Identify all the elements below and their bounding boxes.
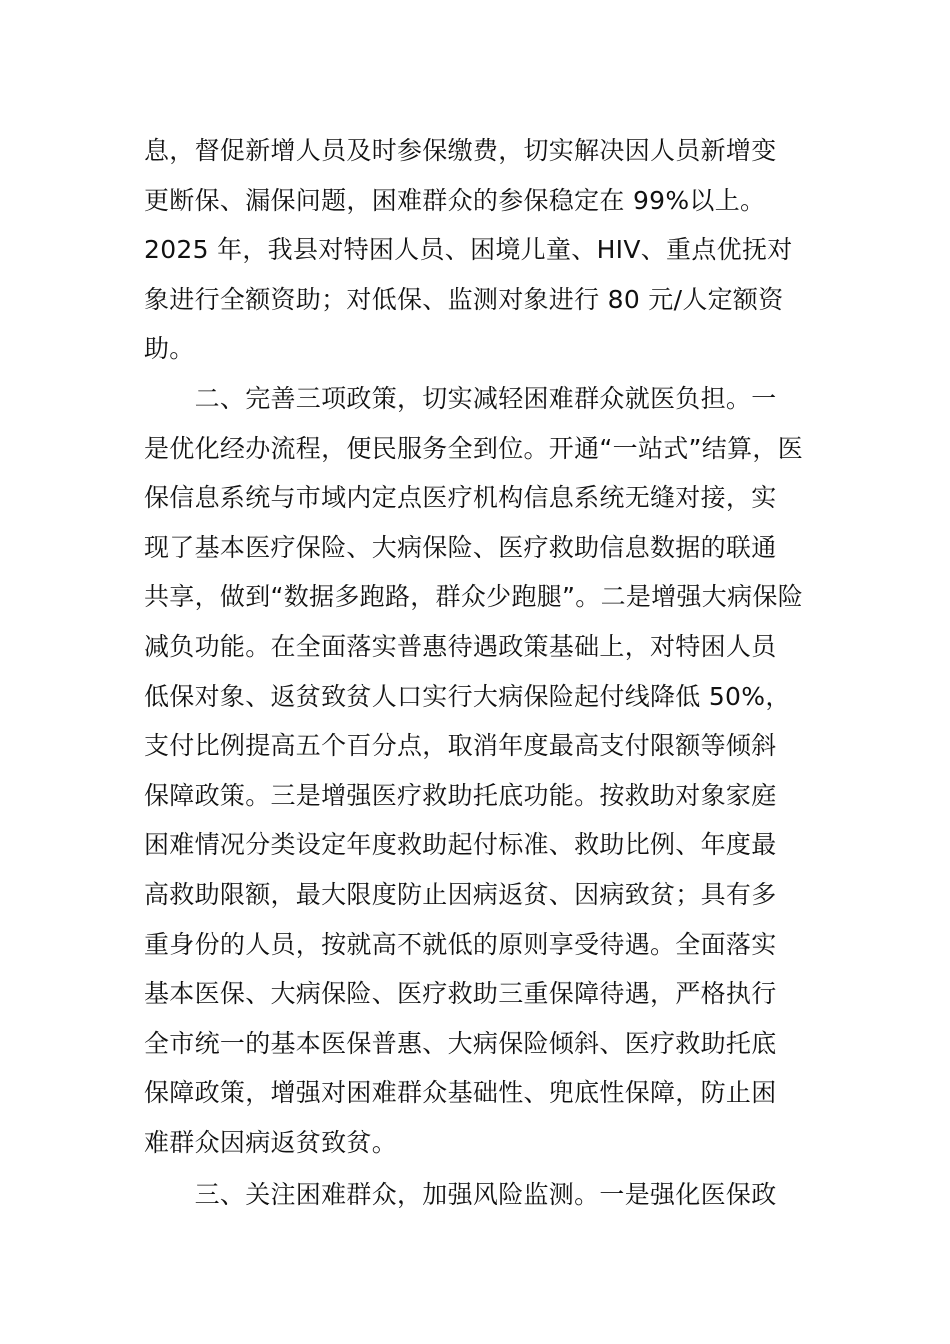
text-line: 象进行全额资助；对低保、监测对象进行 80 元/人定额资 xyxy=(144,284,784,314)
text-line: 保障政策，增强对困难群众基础性、兜底性保障，防止困 xyxy=(144,1078,777,1108)
text-line: 重身份的人员，按就高不就低的原则享受待遇。全面落实 xyxy=(144,929,777,959)
text-line: 二、完善三项政策，切实减轻困难群众就医负担。一 xyxy=(144,384,777,413)
text-line: 难群众因病返贫致贫。 xyxy=(144,1127,398,1157)
text-line: 助。 xyxy=(144,334,195,364)
paragraph-3 xyxy=(144,1170,824,1220)
paragraph-2 xyxy=(144,374,824,1168)
text-line: 2025 年，我县对特困人员、困境儿童、HIV、重点优抚对 xyxy=(144,235,793,265)
text-line: 息，督促新增人员及时参保缴费，切实解决因人员新增变 xyxy=(144,136,777,165)
paragraph-1 xyxy=(144,126,824,374)
text-line: 高救助限额，最大限度防止因病返贫、因病致贫；具有多 xyxy=(144,879,777,909)
text-line: 基本医保、大病保险、医疗救助三重保障待遇，严格执行 xyxy=(144,979,777,1009)
text-line: 三、关注困难群众，加强风险监测。一是强化医保政 xyxy=(144,1180,777,1209)
text-line: 保信息系统与市域内定点医疗机构信息系统无缝对接，实 xyxy=(144,483,777,513)
text-line: 是优化经办流程，便民服务全到位。开通“一站式”结算，医 xyxy=(144,433,804,463)
text-line: 更断保、漏保问题，困难群众的参保稳定在 99%以上。 xyxy=(144,185,766,215)
text-line: 困难情况分类设定年度救助起付标准、救助比例、年度最 xyxy=(144,830,777,860)
text-line: 支付比例提高五个百分点，取消年度最高支付限额等倾斜 xyxy=(144,731,777,761)
text-line: 保障政策。三是增强医疗救助托底功能。按救助对象家庭 xyxy=(144,780,777,810)
text-line: 共享，做到“数据多跑路，群众少跑腿”。二是增强大病保险 xyxy=(144,582,804,612)
text-line: 低保对象、返贫致贫人口实行大病保险起付线降低 50%， xyxy=(144,681,791,711)
text-line: 减负功能。在全面落实普惠待遇政策基础上，对特困人员 xyxy=(144,631,777,661)
text-line: 全市统一的基本医保普惠、大病保险倾斜、医疗救助托底 xyxy=(144,1028,777,1058)
text-line: 现了基本医疗保险、大病保险、医疗救助信息数据的联通 xyxy=(144,532,777,562)
